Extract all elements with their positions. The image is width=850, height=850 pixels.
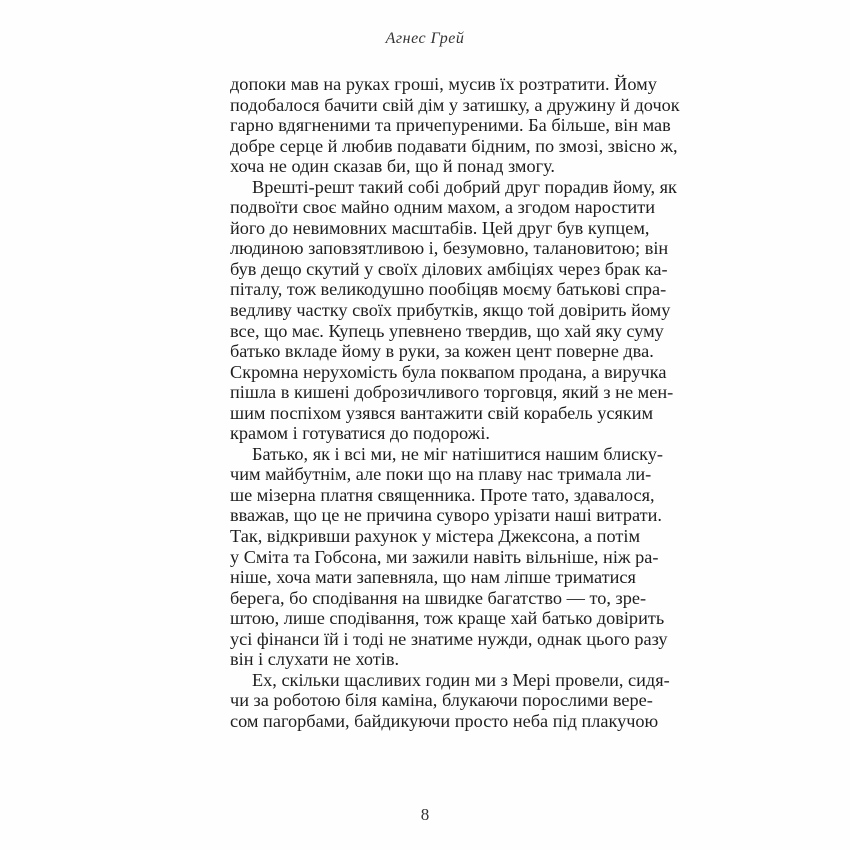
- paragraph: [230, 74, 680, 177]
- text-line: вважав, що це не причина суворо урізати наші витрати.: [230, 505, 662, 526]
- text-line: сом пагорбами, байдикуючи просто неба під плакучою: [230, 710, 659, 731]
- text-line: усі фінанси їй і тоді не знатиме нужди, однак цього разу: [230, 628, 668, 649]
- text-line: берега, бо сподівання на швидке багатство — то, зре-: [230, 587, 647, 608]
- page-number: 8: [420, 805, 430, 824]
- text-line: чи за роботою біля каміна, блукаючи порослими вере-: [230, 690, 653, 711]
- body-text: [230, 74, 680, 732]
- text-line: штою, лише сподівання, тож краще хай батько довірить: [230, 608, 665, 629]
- text-line: ше мізерна платня священника. Проте тато, здавалося,: [230, 484, 655, 505]
- text-line: подвоїти своє майно одним махом, а згодом наростити: [230, 197, 655, 218]
- paragraph: [230, 443, 668, 670]
- text-line: подобалося бачити свій дім у затишку, а дружину й дочок: [230, 94, 680, 115]
- text-line: його до невимовних масштабів. Цей друг був купцем,: [230, 217, 650, 238]
- text-line: у Сміта та Гобсона, ми зажили навіть вільніше, ніж ра-: [230, 546, 659, 567]
- text-line: ведливу частку своїх прибутків, якщо той довірить йому: [230, 300, 671, 321]
- text-line: піталу, тож великодушно пообіцяв моєму батькові спра-: [230, 279, 667, 300]
- text-line: пішла в кишені доброзичливого торговця, який з не мен-: [230, 382, 674, 403]
- text-line: батько вкладе йому в руки, за кожен цент поверне два.: [230, 341, 654, 362]
- paragraph: [230, 176, 677, 444]
- text-line: був дещо скутий у своїх ділових амбіціях через брак ка-: [230, 258, 668, 279]
- text-line: все, що має. Купець упевнено твердив, що хай яку суму: [230, 320, 664, 341]
- text-line: Так, відкривши рахунок у містера Джексона, а потім: [230, 526, 641, 547]
- text-line: людиною заповзятливою і, безумовно, талановитою; він: [230, 238, 669, 259]
- text-line: хоча не один сказав би, що й понад змогу.: [230, 156, 555, 177]
- text-line: добре серце й любив подавати бідним, по змозі, звісно ж,: [230, 135, 678, 156]
- text-line: Ех, скільки щасливих годин ми з Мері провели, сидя-: [252, 669, 670, 690]
- text-line: шим поспіхом узявся вантажити свій корабель усяким: [230, 402, 654, 423]
- text-line: крамом і готуватися до подорожі.: [230, 423, 490, 444]
- text-line: чим майбутнім, але поки що на плаву нас тримала ли-: [230, 464, 652, 485]
- text-line: допоки мав на руках гроші, мусив їх розтратити. Йому: [230, 74, 657, 94]
- text-line: Скромна нерухомість була поквапом продана, а виручка: [230, 361, 667, 382]
- text-line: Врешті-решт такий собі добрий друг порадив йому, як: [252, 176, 677, 197]
- text-line: ніше, хоча мати запевняла, що нам ліпше триматися: [230, 567, 636, 588]
- running-title: Агнес Грей: [385, 30, 465, 47]
- text-line: він і слухати не хотів.: [230, 649, 400, 670]
- paragraph: [230, 669, 670, 732]
- text-line: гарно вдягненими та причепуреними. Ба більше, він мав: [230, 115, 671, 136]
- text-line: Батько, як і всі ми, не міг натішитися нашим блиску-: [252, 443, 664, 464]
